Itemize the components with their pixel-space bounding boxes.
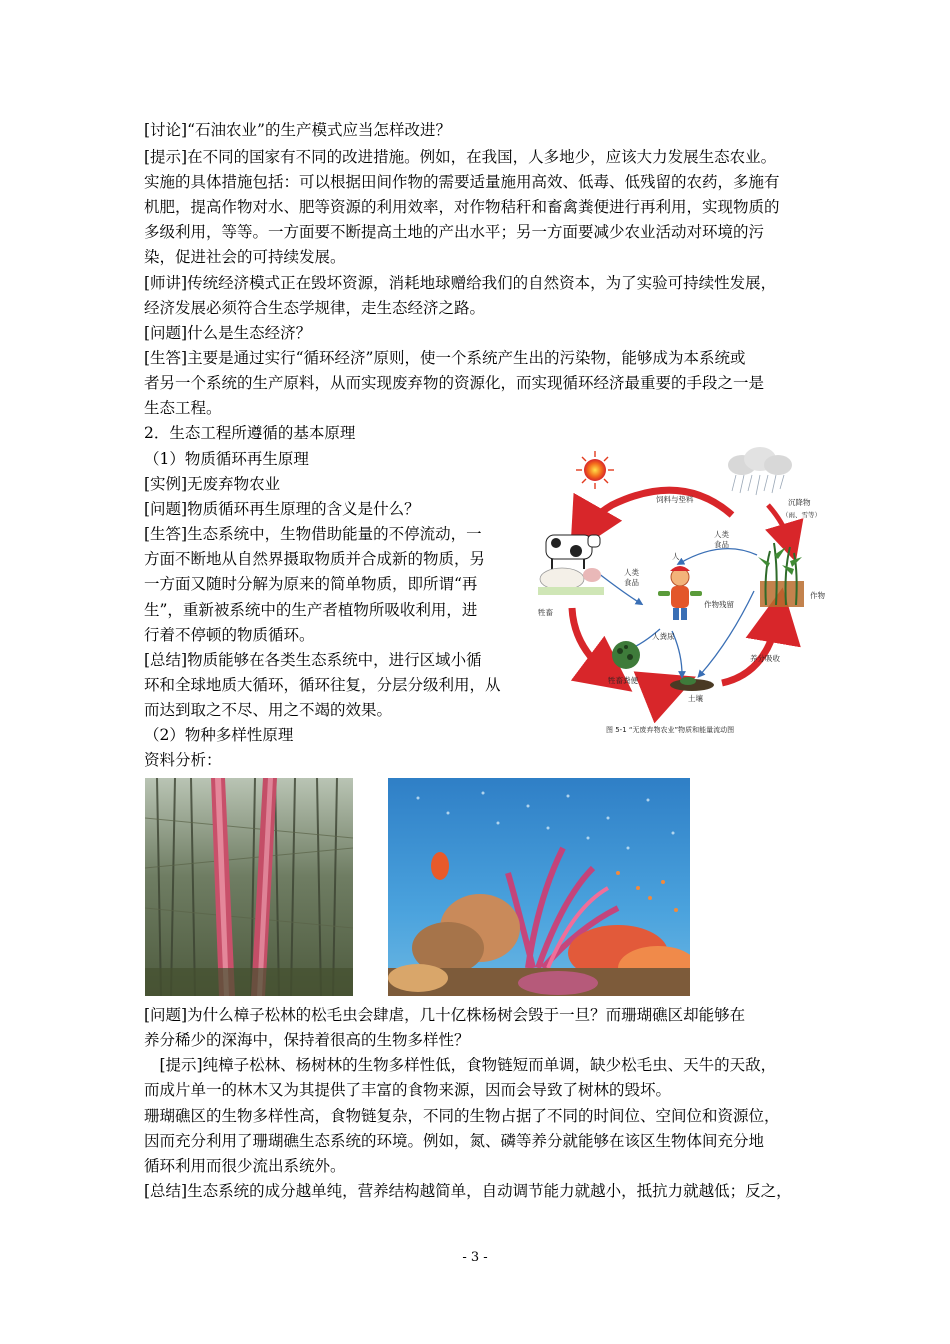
paragraph-line: 一方面又随时分解为原来的简单物质，即所谓“再 — [144, 575, 478, 593]
paragraph-line: [问题]为什么樟子松林的松毛虫会肆虐，几十亿株杨树会毁于一旦？而珊瑚礁区却能够在 — [144, 1006, 746, 1024]
paragraph-line: 生”，重新被系统中的生产者植物所吸收利用，进 — [144, 601, 478, 619]
paragraph-line: [提示]在不同的国家有不同的改进措施。例如，在我国，人多地少，应该大力发展生态农业。 — [144, 148, 777, 166]
paragraph-line: 而达到取之不尽、用之不竭的效果。 — [144, 701, 393, 719]
paragraph-line: 经济发展必须符合生态学规律，走生态经济之路。 — [144, 299, 486, 317]
human-food-label: 人类 — [624, 568, 639, 577]
coral-reef-photo — [388, 778, 690, 996]
crop-food-arrow — [680, 549, 757, 563]
waste-free-agriculture-diagram — [532, 443, 832, 738]
paragraph-line: 因而充分利用了珊瑚礁生态系统的环境。例如，氮、磷等养分就能够在该区生物体间充分地 — [144, 1132, 765, 1150]
paragraph-line: 多级利用，等等。一方面要不断提高土地的产出水平；另一方面要减少农业活动对环境的污 — [144, 223, 765, 241]
farmer-icon — [658, 566, 702, 620]
pine-forest-photo — [145, 778, 353, 996]
subsection-heading: （2）物种多样性原理 — [144, 726, 294, 744]
precipitation-label: 沉降物 — [788, 498, 811, 507]
paragraph-line: 资料分析： — [144, 751, 222, 769]
human-label: 人 — [672, 552, 680, 561]
paragraph-line: [总结]生态系统的成分越单纯，营养结构越简单，自动调节能力就越小，抵抗力就越低；反之， — [144, 1182, 792, 1200]
crop-label: 作物 — [810, 591, 825, 600]
soil-icon — [670, 677, 714, 691]
manure-label: 牲畜粪便 — [608, 676, 638, 685]
precipitation-sub-label: （雨、雪等） — [782, 511, 821, 519]
paragraph-line: 方面不断地从自然界摄取物质并合成新的物质，另 — [144, 550, 486, 568]
section-heading: 2．生态工程所遵循的基本原理 — [144, 424, 356, 442]
crop-icon — [758, 543, 804, 607]
feed-label: 饲料与垫料 — [656, 495, 694, 504]
paragraph-line: [实例]无废弃物农业 — [144, 475, 281, 493]
rain-cloud-icon — [728, 447, 792, 495]
paragraph-line: 珊瑚礁区的生物多样性高，食物链复杂，不同的生物占据了不同的时间位、空间位和资源位， — [144, 1107, 780, 1125]
paragraph-line: [问题]什么是生态经济？ — [144, 324, 312, 342]
crop-residue-label: 作物残留 — [704, 600, 734, 609]
sun-icon — [576, 451, 614, 489]
paragraph-line: 循环利用而很少流出系统外。 — [144, 1157, 346, 1175]
paragraph-line: 染，促进社会的可持续发展。 — [144, 248, 346, 266]
paragraph-line: [生答]主要是通过实行“循环经济”原则，使一个系统产生出的污染物，能够成为本系统或 — [144, 349, 746, 367]
paragraph-line: [师讲]传统经济模式正在毁坏资源，消耗地球赠给我们的自然资本，为了实验可持续性发展， — [144, 274, 777, 292]
paragraph-line: 者另一个系统的生产原料，从而实现废弃物的资源化，而实现循环经济最重要的手段之一是 — [144, 374, 765, 392]
manure-to-soil-arrow — [644, 683, 670, 688]
human-food-label: 人类 — [714, 530, 729, 539]
manure-icon — [612, 641, 640, 669]
livestock-icon — [538, 535, 604, 595]
paragraph-line: [提示]纯樟子松林、杨树林的生物多样性低，食物链短而单调，缺少松毛虫、天牛的天敌， — [144, 1056, 777, 1074]
page-number: - 3 - — [462, 1250, 488, 1265]
human-food-label: 食品 — [624, 578, 639, 587]
paragraph-line: 实施的具体措施包括：可以根据田间作物的需要适量施用高效、低毒、低残留的农药，多施有 — [144, 173, 780, 191]
nutrient-label: 养分吸收 — [750, 654, 780, 663]
figure-caption: 图 5-1 “无废弃物农业”物质和能量流动图 — [606, 726, 735, 734]
nutrient-arrow — [722, 615, 778, 683]
paragraph-line: [生答]生态系统中，生物借助能量的不停流动，一 — [144, 525, 482, 543]
paragraph-line: 而成片单一的林木又为其提供了丰富的食物来源，因而会导致了树林的毁坏。 — [144, 1081, 672, 1099]
manure-arrow — [572, 608, 610, 675]
paragraph-line: 生态工程。 — [144, 399, 222, 417]
paragraph-line: [问题]物质循环再生原理的含义是什么？ — [144, 500, 420, 518]
livestock-label: 牲畜 — [538, 608, 553, 617]
subsection-heading: （1）物质循环再生原理 — [144, 450, 309, 468]
paragraph-line: [总结]物质能够在各类生态系统中，进行区域小循 — [144, 651, 482, 669]
human-food-label: 食品 — [714, 540, 729, 549]
paragraph-line: 行着不停顿的物质循环。 — [144, 626, 315, 644]
paragraph-line: 机肥，提高作物对水、肥等资源的利用效率，对作物秸秆和畜禽粪便进行再利用，实现物质的 — [144, 198, 780, 216]
human-waste-label: 人粪尿 — [652, 632, 675, 641]
paragraph-line: 环和全球地质大循环，循环往复，分层分级利用，从 — [144, 676, 501, 694]
cycle-diagram-svg — [532, 443, 832, 738]
paragraph-line: [讨论]“石油农业”的生产模式应当怎样改进？ — [144, 121, 451, 139]
soil-label: 土壤 — [688, 694, 703, 703]
paragraph-line: 养分稀少的深海中，保持着很高的生物多样性？ — [144, 1031, 470, 1049]
